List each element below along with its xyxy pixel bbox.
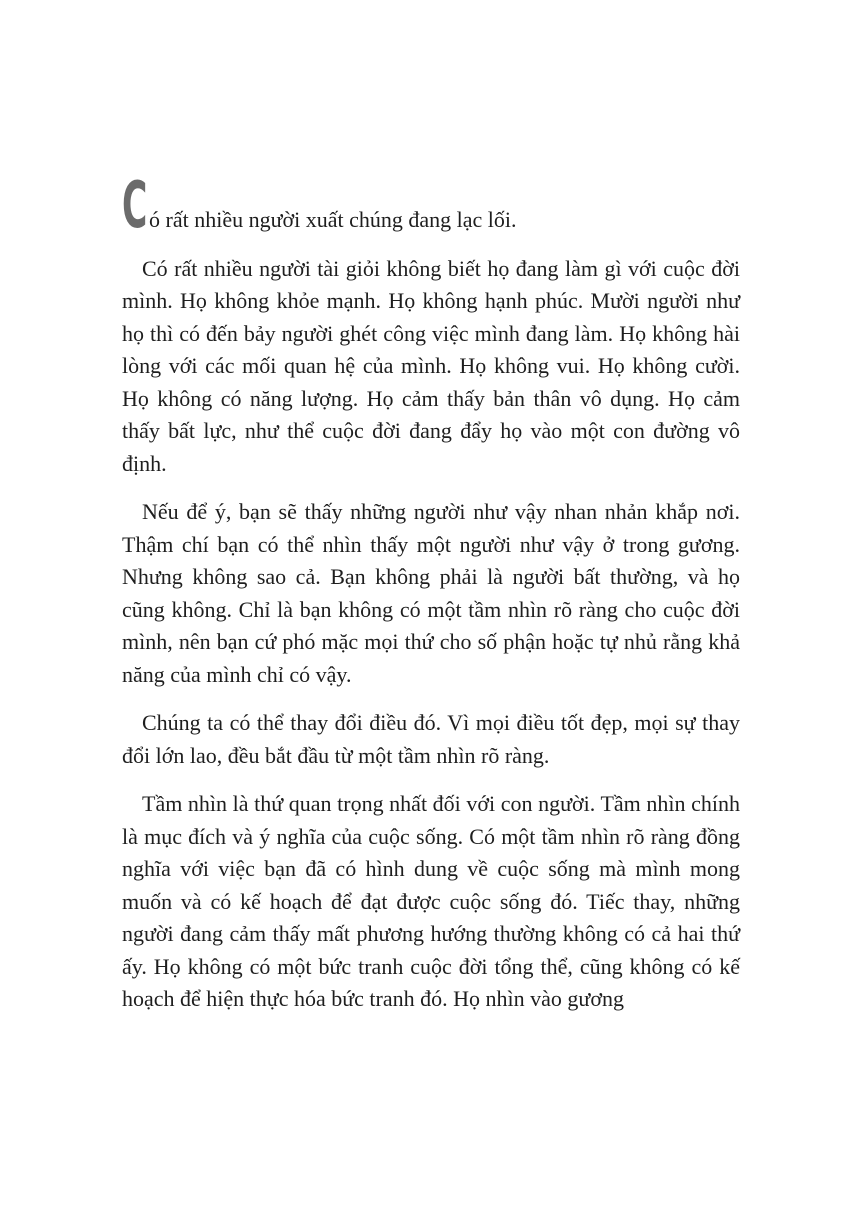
opening-line-text: ó rất nhiều người xuất chúng đang lạc lối. xyxy=(149,207,517,232)
paragraph: Chúng ta có thể thay đổi điều đó. Vì mọi điều tốt đẹp, mọi sự thay đổi lớn lao, đều bắt đầu từ một tầm nhìn rõ ràng. xyxy=(122,710,740,768)
paragraph: Nếu để ý, bạn sẽ thấy những người như vậy nhan nhản khắp nơi. Thậm chí bạn có thể nhìn thấy một người như vậy ở trong gương. Nhưng không sao cả. Bạn không phải là người bất thường, và họ cũng không. Chỉ là bạn không có một tầm nhìn rõ ràng cho cuộc đời mình, nên bạn cứ phó mặc mọi thứ cho số phận hoặc tự nhủ rằng khả năng của mình chỉ có vậy. xyxy=(122,499,740,687)
paragraph: Có rất nhiều người tài giỏi không biết họ đang làm gì với cuộc đời mình. Họ không khỏe mạnh. Họ không hạnh phúc. Mười người như họ thì có đến bảy người ghét công việc mình đang làm. Họ không hài lòng với các mối quan hệ của mình. Họ không vui. Họ không cười. Họ không có năng lượng. Họ cảm thấy bản thân vô dụng. Họ cảm thấy bất lực, như thể cuộc đời đang đẩy họ vào một con đường vô định. xyxy=(122,255,740,476)
opening-paragraph xyxy=(122,169,740,243)
dropcap-letter: C xyxy=(122,169,148,243)
paragraph: Tầm nhìn là thứ quan trọng nhất đối với con người. Tầm nhìn chính là mục đích và ý nghĩa của cuộc sống. Có một tầm nhìn rõ ràng đồng nghĩa với việc bạn đã có hình dung về cuộc sống mà mình mong muốn và có kế hoạch để đạt được cuộc sống đó. Tiếc thay, những người đang cảm thấy mất phương hướng thường không có cả hai thứ ấy. Họ không có một bức tranh cuộc đời tổng thể, cũng không có kế hoạch để hiện thực hóa bức tranh đó. Họ nhìn vào gương xyxy=(122,791,740,1011)
body-paragraphs xyxy=(122,253,740,1016)
text-block xyxy=(122,169,740,1032)
